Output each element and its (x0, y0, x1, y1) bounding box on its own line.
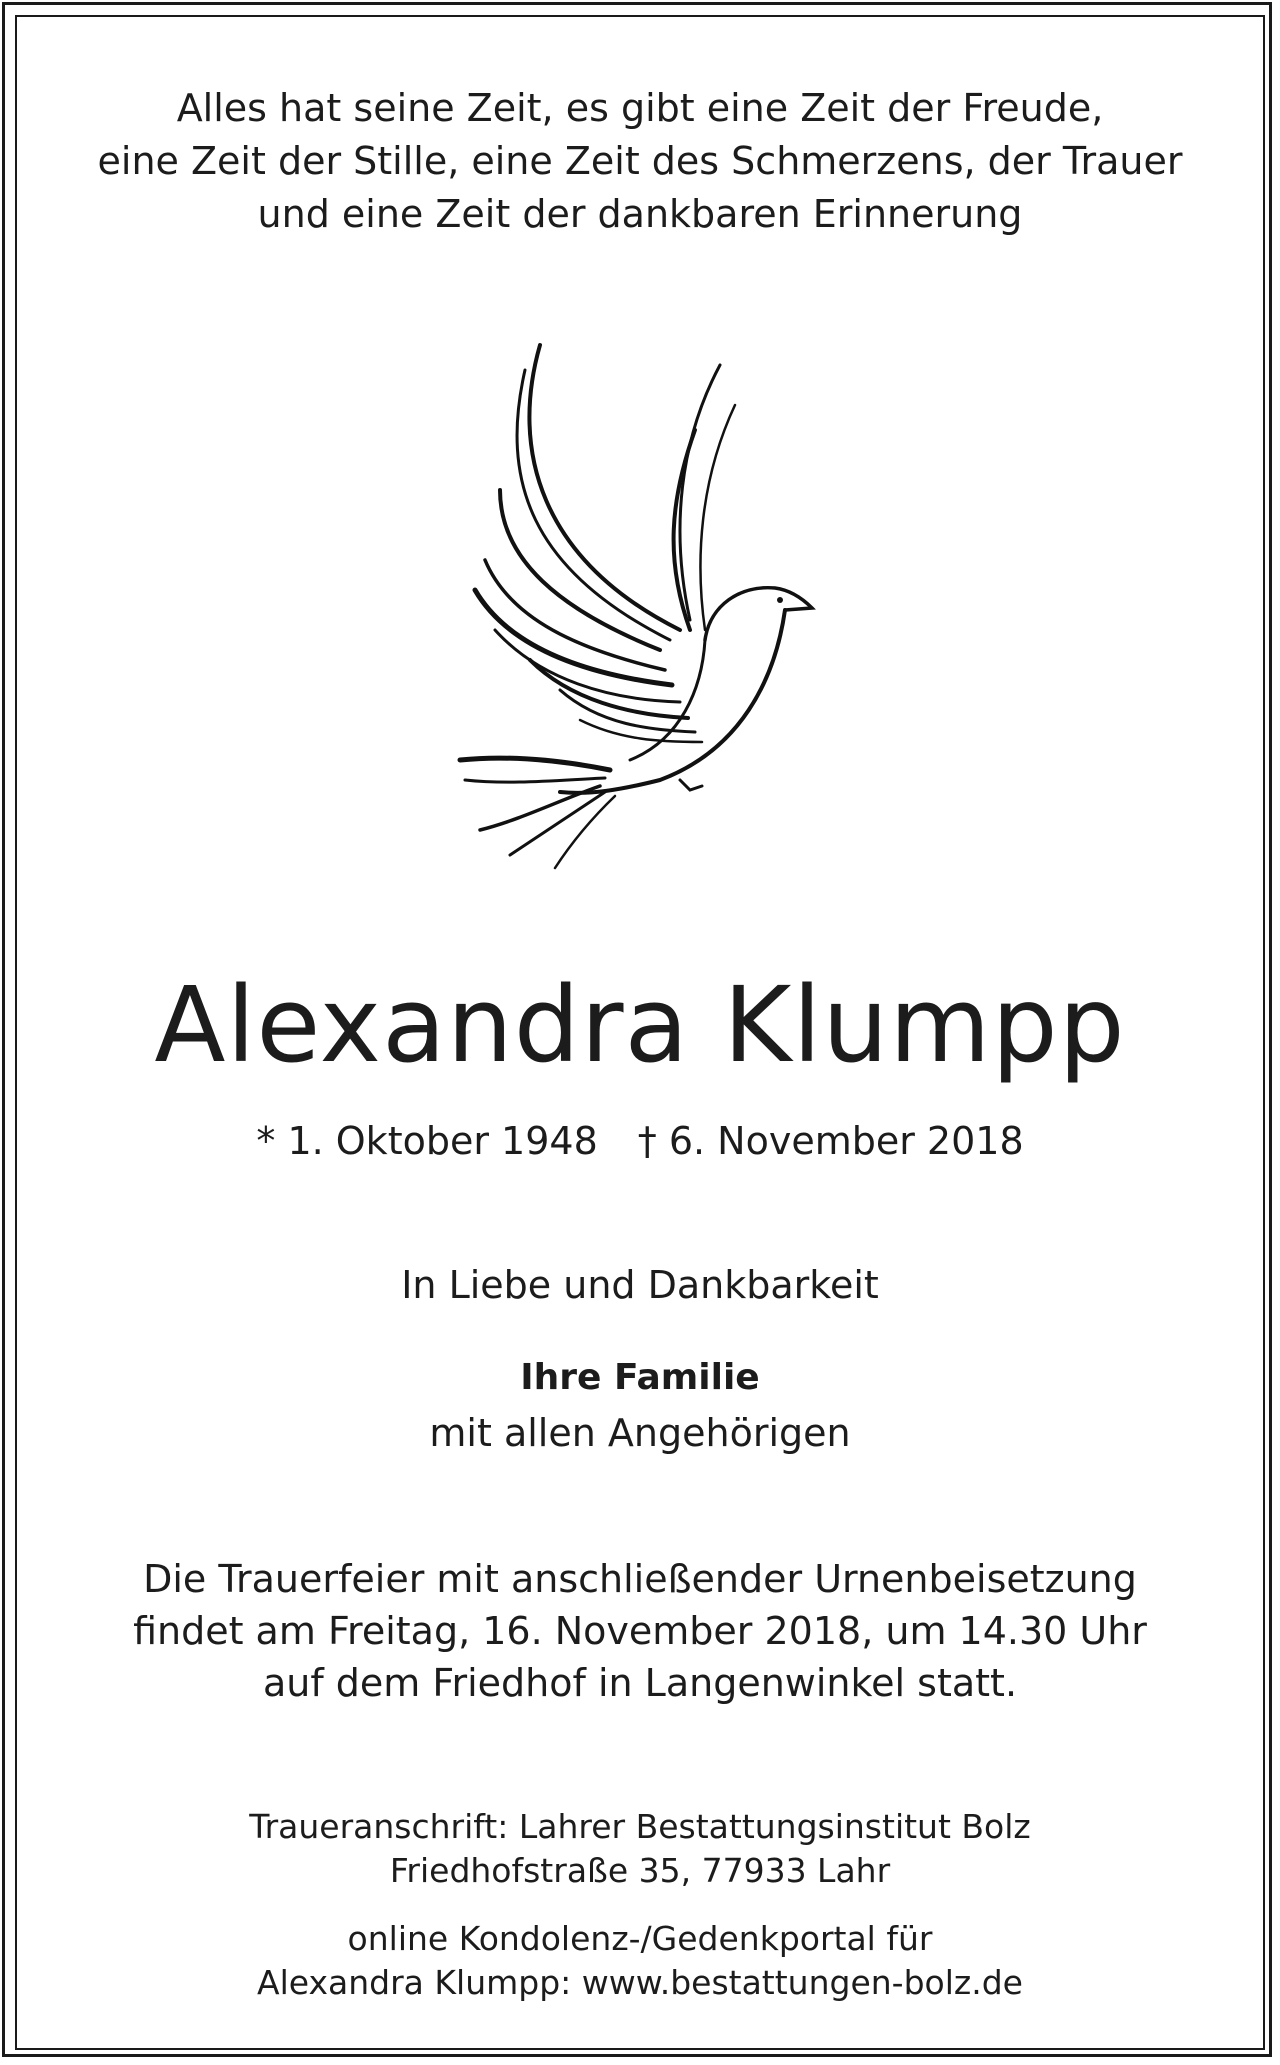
ceremony-line: auf dem Friedhof in Langenwinkel statt. (262, 1661, 1018, 1705)
dove-icon (440, 330, 840, 870)
life-dates (0, 1116, 1280, 1166)
address-line: Traueranschrift: Lahrer Bestattungsinstitut Bolz (249, 1807, 1031, 1846)
birth-date: * 1. Oktober 1948 (256, 1119, 598, 1163)
memorial-quote (0, 82, 1280, 241)
mourning-address (0, 1805, 1280, 1893)
portal-line: online Kondolenz-/Gedenkportal für (347, 1919, 933, 1958)
condolence-portal (0, 1917, 1280, 2005)
dedication: In Liebe und Dankbarkeit (401, 1263, 879, 1307)
death-date: † 6. November 2018 (637, 1119, 1024, 1163)
family-subtitle: mit allen Angehörigen (429, 1411, 851, 1455)
ceremony-line: Die Trauerfeier mit anschließender Urnenbeisetzung (143, 1557, 1137, 1601)
family-title: Ihre Familie (520, 1357, 760, 1398)
address-line: Friedhofstraße 35, 77933 Lahr (389, 1851, 891, 1890)
quote-line: eine Zeit der Stille, eine Zeit des Schmerzens, der Trauer (97, 139, 1183, 183)
ceremony-info (0, 1553, 1280, 1709)
deceased-name: Alexandra Klumpp (154, 964, 1126, 1086)
quote-line: Alles hat seine Zeit, es gibt eine Zeit der Freude, (176, 86, 1104, 130)
portal-line: Alexandra Klumpp: www.bestattungen-bolz.de (257, 1963, 1023, 2002)
quote-line: und eine Zeit der dankbaren Erinnerung (257, 192, 1023, 236)
ceremony-line: findet am Freitag, 16. November 2018, um 14.30 Uhr (133, 1609, 1147, 1653)
